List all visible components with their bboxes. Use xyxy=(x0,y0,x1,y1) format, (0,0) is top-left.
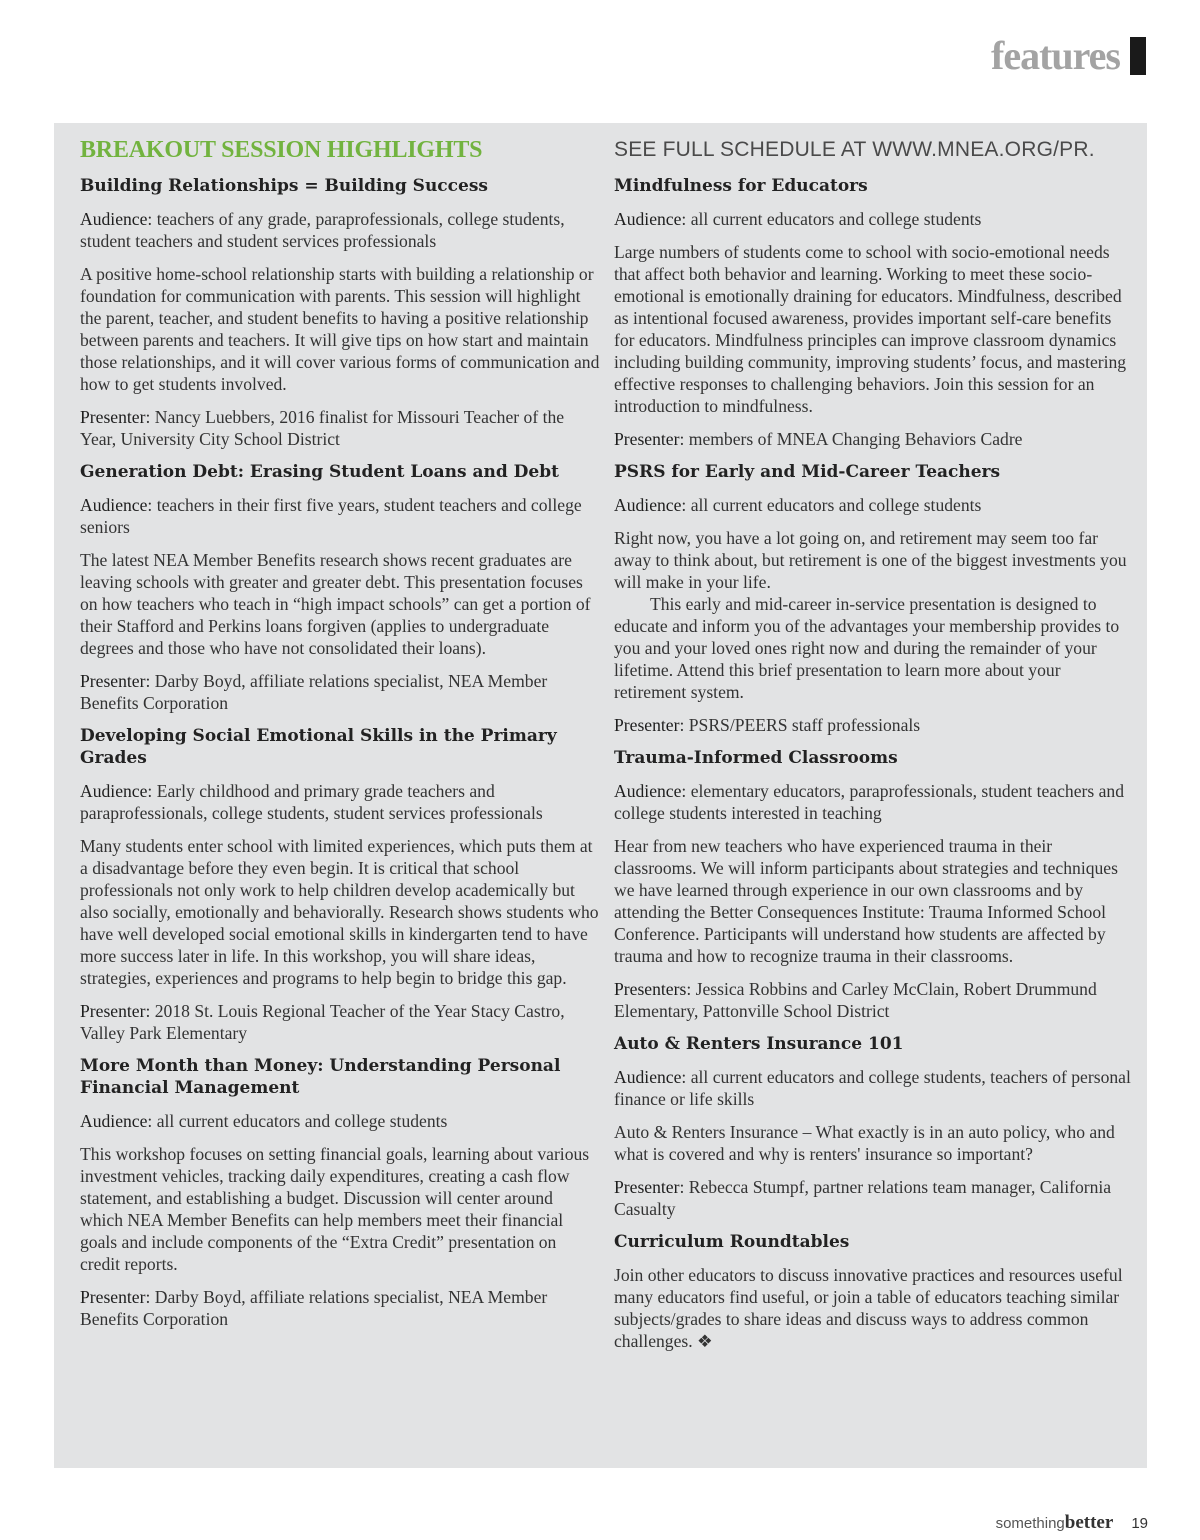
audience-label: Audience xyxy=(614,1067,682,1087)
session-presenter xyxy=(80,670,600,714)
right-column xyxy=(614,135,1134,1363)
audience-text: : all current educators and college students xyxy=(147,1111,448,1131)
session-trauma-informed xyxy=(614,747,1134,1022)
presenter-text: : Nancy Luebbers, 2016 finalist for Missouri Teacher of the Year, University City School District xyxy=(80,407,565,449)
session-presenter xyxy=(80,1000,600,1044)
session-description: Auto & Renters Insurance – What exactly is in an auto policy, who and what is covered and why is renters' insurance so important? xyxy=(614,1122,1115,1164)
audience-text: : teachers of any grade, paraprofessionals, college students, student teachers and student services professionals xyxy=(80,209,565,251)
session-description: Many students enter school with limited experiences, which puts them at a disadvantage before they even begin. It is critical that school professionals not only work to help children develop academically but also socially, emotionally and behaviorally. Research shows students who have well developed social emotional skills in kindergarten tend to have more success later in life. In this workshop, you will share ideas, strategies, experiences and programs to help begin to bridge this gap. xyxy=(80,836,599,988)
session-description: Large numbers of students come to school with socio-emotional needs that affect both behavior and learning. Working to meet these socio-emotional is emotionally draining for educators. Mindfulness, described as intentional focused awareness, provides important self-care benefits for educators. Mindfulness principles can improve classroom dynamics including building community, improving students’ focus, and mastering effective responses to challenging behaviors. Join this session for an introduction to mindfulness. xyxy=(614,242,1127,416)
audience-text: : Early childhood and primary grade teachers and paraprofessionals, college students, student services professionals xyxy=(80,781,543,823)
session-title: Mindfulness for Educators xyxy=(614,176,868,196)
presenter-label: Presenter xyxy=(614,715,680,735)
presenter-label: Presenters xyxy=(614,979,687,999)
session-title: Auto & Renters Insurance 101 xyxy=(614,1034,904,1054)
session-presenter xyxy=(614,978,1134,1022)
presenter-text: : Darby Boyd, affiliate relations specialist, NEA Member Benefits Corporation xyxy=(80,1287,548,1329)
audience-text: : elementary educators, paraprofessionals, student teachers and college students interested in teaching xyxy=(614,781,1125,823)
session-social-emotional-skills xyxy=(80,725,600,1044)
session-presenter xyxy=(80,406,600,450)
session-title: Generation Debt: Erasing Student Loans and Debt xyxy=(80,462,559,482)
session-building-relationships xyxy=(80,175,600,450)
magazine-name-bold: better xyxy=(1064,1512,1114,1533)
audience-label: Audience xyxy=(80,209,148,229)
session-audience xyxy=(614,494,1134,516)
presenter-text: : PSRS/PEERS staff professionals xyxy=(679,715,921,735)
page-number: 19 xyxy=(1131,1515,1148,1532)
session-audience xyxy=(614,780,1134,824)
audience-text: : all current educators and college students, teachers of personal finance or life skills xyxy=(614,1067,1131,1109)
breakout-panel xyxy=(54,123,1147,1468)
session-description-continued: This early and mid-career in-service presentation is designed to educate and inform you of the advantages your membership provides to you and your loved ones right now and during the remainder of your lifetime. Attend this brief presentation to learn more about your retirement system. xyxy=(614,594,1120,702)
audience-label: Audience xyxy=(80,1111,148,1131)
session-presenter xyxy=(614,428,1134,450)
presenter-label: Presenter xyxy=(80,1001,146,1021)
presenter-label: Presenter xyxy=(80,671,146,691)
left-column xyxy=(80,135,600,1341)
presenter-label: Presenter xyxy=(80,407,146,427)
section-header xyxy=(991,33,1146,78)
session-audience xyxy=(80,208,600,252)
session-title: Curriculum Roundtables xyxy=(614,1232,850,1252)
presenter-text: : 2018 St. Louis Regional Teacher of the Year Stacy Castro, Valley Park Elementary xyxy=(80,1001,565,1043)
panel-title: BREAKOUT SESSION HIGHLIGHTS xyxy=(80,137,483,163)
audience-text: : all current educators and college students xyxy=(681,495,982,515)
session-title: More Month than Money: Understanding Personal Financial Management xyxy=(80,1056,561,1098)
schedule-link: SEE FULL SCHEDULE AT WWW.MNEA.ORG/PR. xyxy=(614,138,1095,161)
session-presenter xyxy=(614,714,1134,736)
presenter-label: Presenter xyxy=(80,1287,146,1307)
session-description: Right now, you have a lot going on, and retirement may seem too far away to think about, but retirement is one of the biggest investments you will make in your life. xyxy=(614,528,1127,592)
session-more-month-than-money xyxy=(80,1055,600,1330)
audience-label: Audience xyxy=(80,781,148,801)
session-title: PSRS for Early and Mid-Career Teachers xyxy=(614,462,1001,482)
presenter-label: Presenter xyxy=(614,1177,680,1197)
presenter-label: Presenter xyxy=(614,429,680,449)
session-description: Join other educators to discuss innovative practices and resources useful many educators find useful, or join a table of educators teaching similar subjects/grades to share ideas and discuss ways to address common challenges. ❖ xyxy=(614,1265,1123,1351)
session-audience xyxy=(80,494,600,538)
session-description: Hear from new teachers who have experienced trauma in their classrooms. We will inform participants about strategies and techniques we have learned through experience in our own classrooms and by attending the Better Consequences Institute: Trauma Informed School Conference. Participants will understand how students are affected by trauma and how to recognize trauma in their classrooms. xyxy=(614,836,1118,966)
session-generation-debt xyxy=(80,461,600,714)
audience-label: Audience xyxy=(614,781,682,801)
section-bar xyxy=(1130,37,1146,75)
audience-text: : all current educators and college students xyxy=(681,209,982,229)
audience-text: : teachers in their first five years, student teachers and college seniors xyxy=(80,495,582,537)
session-psrs xyxy=(614,461,1134,736)
session-title: Developing Social Emotional Skills in the Primary Grades xyxy=(80,726,557,768)
session-presenter xyxy=(614,1176,1134,1220)
audience-label: Audience xyxy=(80,495,148,515)
presenter-text: : Darby Boyd, affiliate relations specialist, NEA Member Benefits Corporation xyxy=(80,671,548,713)
presenter-text: : Rebecca Stumpf, partner relations team manager, California Casualty xyxy=(614,1177,1112,1219)
audience-label: Audience xyxy=(614,209,682,229)
session-mindfulness xyxy=(614,175,1134,450)
section-name: features xyxy=(991,33,1120,78)
session-curriculum-roundtables xyxy=(614,1231,1134,1352)
page-footer xyxy=(996,1512,1148,1534)
presenter-text: : Jessica Robbins and Carley McClain, Robert Drummund Elementary, Pattonville School District xyxy=(614,979,1097,1021)
session-description: This workshop focuses on setting financial goals, learning about various investment vehicles, tracking daily expenditures, creating a cash flow statement, and establishing a budget. Discussion will center around which NEA Member Benefits can help members meet their financial goals and include components of the “Extra Credit” presentation on credit reports. xyxy=(80,1144,590,1274)
presenter-text: : members of MNEA Changing Behaviors Cadre xyxy=(679,429,1023,449)
session-title: Building Relationships = Building Success xyxy=(80,176,488,196)
session-audience xyxy=(80,780,600,824)
audience-label: Audience xyxy=(614,495,682,515)
session-audience xyxy=(614,1066,1134,1110)
session-description: The latest NEA Member Benefits research shows recent graduates are leaving schools with greater and greater debt. This presentation focuses on how teachers who teach in “high impact schools” can get a portion of their Stafford and Perkins loans forgiven (applies to undergraduate degrees and those who have not consolidated their loans). xyxy=(80,550,591,658)
session-audience xyxy=(80,1110,600,1132)
magazine-name-light: something xyxy=(995,1515,1065,1532)
session-auto-renters-insurance xyxy=(614,1033,1134,1220)
session-audience xyxy=(614,208,1134,230)
session-title: Trauma-Informed Classrooms xyxy=(614,748,898,768)
session-description: A positive home-school relationship starts with building a relationship or foundation for communication with parents. This session will highlight the parent, teacher, and student benefits to having a positive relationship between parents and teachers. It will give tips on how start and maintain those relationships, and it will cover various forms of communication and how to get students involved. xyxy=(80,264,600,394)
session-presenter xyxy=(80,1286,600,1330)
